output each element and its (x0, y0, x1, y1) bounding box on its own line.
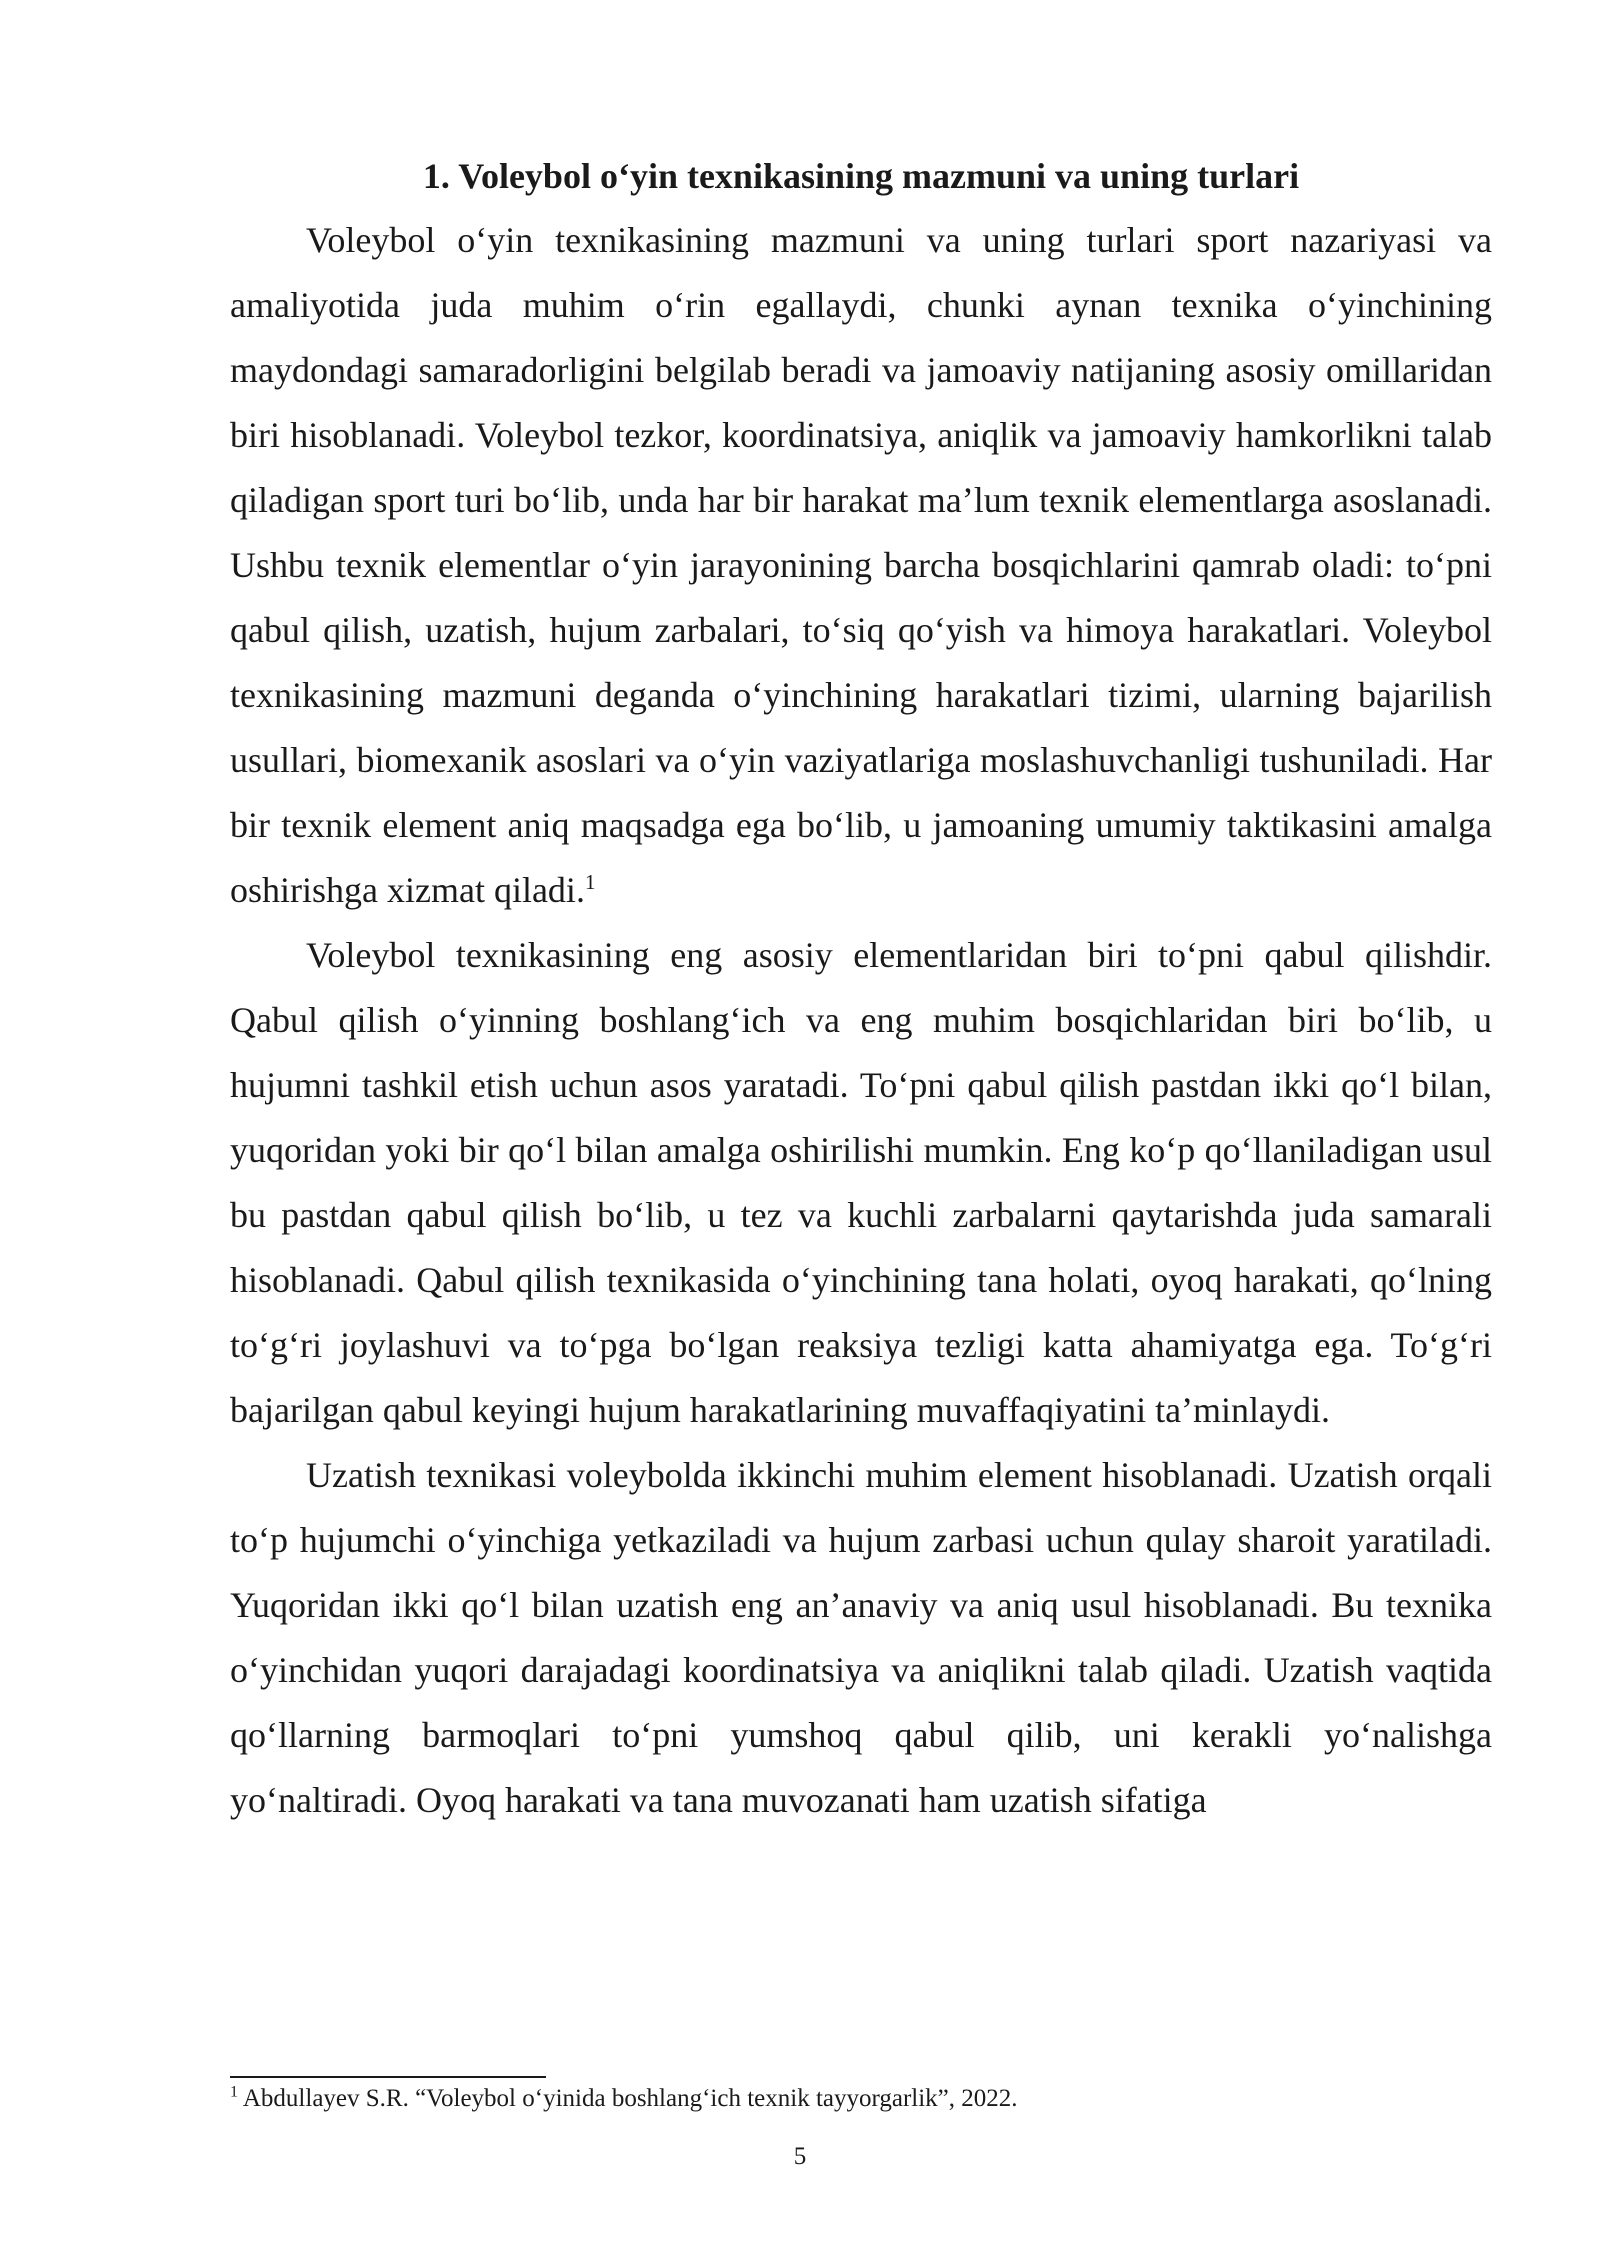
footnote-number: 1 (230, 2083, 238, 2101)
footnote (230, 2082, 1492, 2116)
page-body (230, 150, 1492, 1833)
section-heading: 1. Voleybol o‘yin texnikasining mazmuni va uning turlari (422, 156, 1300, 196)
footnote-reference[interactable]: 1 (584, 870, 596, 894)
paragraph-3: Uzatish texnikasi voleybolda ikkinchi muhim element hisoblanadi. Uzatish orqali to‘p hujumchi o‘yinchiga yetkaziladi va hujum zarbasi uchun qulay sharoit yaratiladi. Yuqoridan ikki qo‘l bilan uzatish eng an’anaviy va aniq usul hisoblanadi. Bu texnika o‘yinchidan yuqori darajadagi koordinatsiya va aniqlikni talab qiladi. Uzatish vaqtida qo‘llarning barmoqlari to‘pni yumshoq qabul qilib, uni kerakli yo‘nalishga yo‘naltiradi. Oyoq harakati va tana muvozanati ham uzatish sifatiga (230, 1455, 1492, 1820)
footnote-separator (230, 2076, 546, 2078)
paragraph-1 (230, 208, 1492, 923)
paragraph-2: Voleybol texnikasining eng asosiy elementlaridan biri to‘pni qabul qilishdir. Qabul qilish o‘yinning boshlang‘ich va eng muhim bosqichlaridan biri bo‘lib, u hujumni tashkil etish uchun asos yaratadi. To‘pni qabul qilish pastdan ikki qo‘l bilan, yuqoridan yoki bir qo‘l bilan amalga oshirilishi mumkin. Eng ko‘p qo‘llaniladigan usul bu pastdan qabul qilish bo‘lib, u tez va kuchli zarbalarni qaytarishda juda samarali hisoblanadi. Qabul qilish texnikasida o‘yinchining tana holati, oyoq harakati, qo‘lning to‘g‘ri joylashuvi va to‘pga bo‘lgan reaksiya tezligi katta ahamiyatga ega. To‘g‘ri bajarilgan qabul keyingi hujum harakatlarining muvaffaqiyatini ta’minlaydi. (230, 935, 1492, 1430)
page-number: 5 (793, 2143, 807, 2170)
footnote-text: Abdullayev S.R. “Voleybol o‘yinida boshlang‘ich texnik tayyorgarlik”, 2022. (238, 2085, 1018, 2112)
paragraph-1-text: Voleybol o‘yin texnikasining mazmuni va uning turlari sport nazariyasi va amaliyotida juda muhim o‘rin egallaydi, chunki aynan texnika o‘yinchining maydondagi samaradorligini belgilab beradi va jamoaviy natijaning asosiy omillaridan biri hisoblanadi. Voleybol tezkor, koordinatsiya, aniqlik va jamoaviy hamkorlikni talab qiladigan sport turi bo‘lib, unda har bir harakat ma’lum texnik elementlarga asoslanadi. Ushbu texnik elementlar o‘yin jarayonining barcha bosqichlarini qamrab oladi: to‘pni qabul qilish, uzatish, hujum zarbalari, to‘siq qo‘yish va himoya harakatlari. Voleybol texnikasining mazmuni deganda o‘yinchining harakatlari tizimi, ularning bajarilish usullari, biomexanik asoslari va o‘yin vaziyatlariga moslashuvchanligi tushuniladi. Har bir texnik element aniq maqsadga ega bo‘lib, u jamoaning umumiy taktikasini amalga oshirishga xizmat qiladi. (230, 220, 1492, 910)
